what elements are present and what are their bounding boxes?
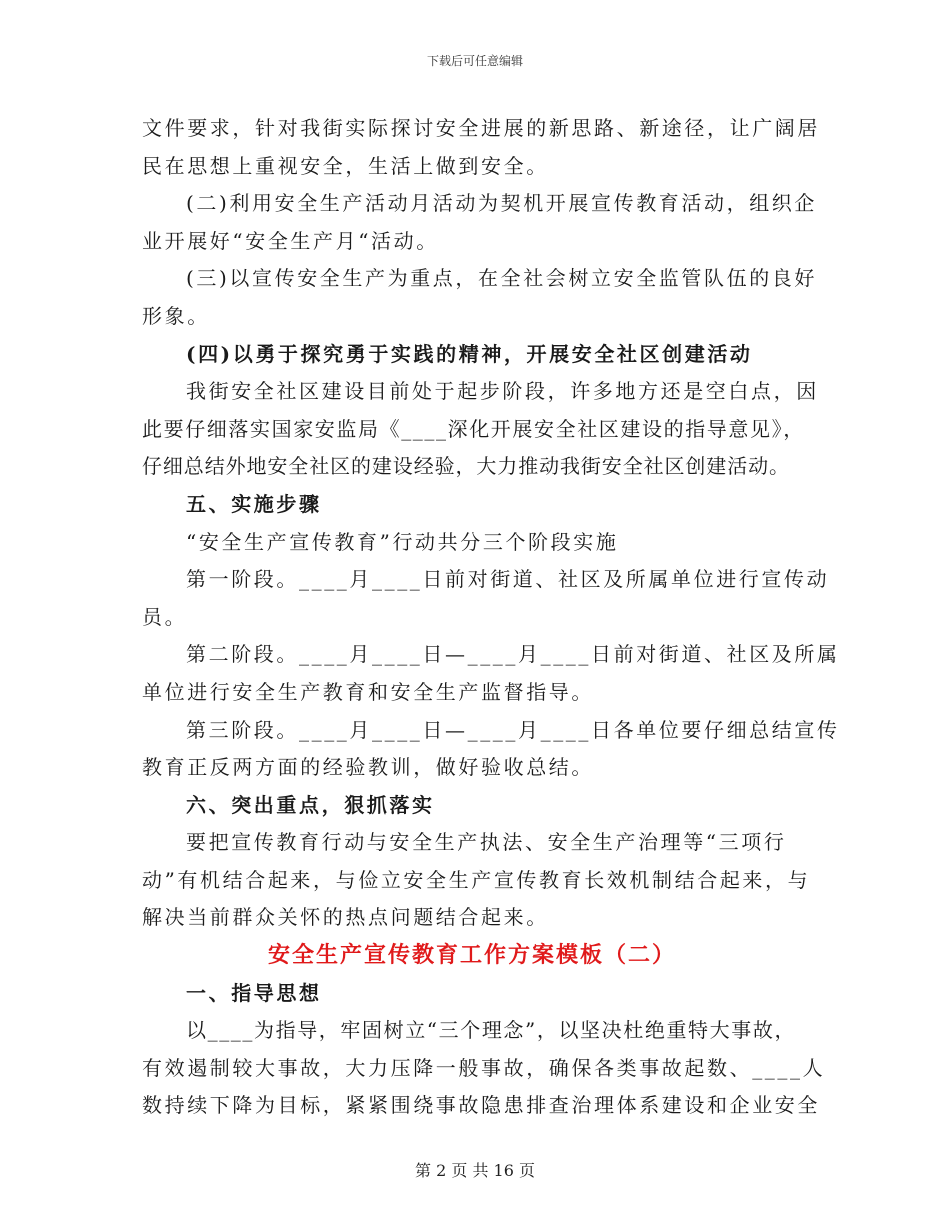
body-line: 仔细总结外地安全社区的建设经验，大力推动我街安全社区创建活动。 <box>142 454 790 479</box>
body-line: 第一阶段。____月____日前对街道、社区及所属单位进行宣传动 <box>186 567 830 592</box>
body-line: 形象。 <box>142 303 210 328</box>
body-line: 我街安全社区建设目前处于起步阶段，许多地方还是空白点，因 <box>186 379 819 404</box>
body-line: 第三阶段。____月____日—____月____日各单位要仔细总结宣传 <box>186 717 840 742</box>
page-header-note: 下载后可任意编辑 <box>426 54 523 68</box>
body-line: (三)以宣传安全生产为重点，在全社会树立安全监管队伍的良好 <box>186 266 818 291</box>
section-heading: 六、突出重点，狠抓落实 <box>186 792 435 817</box>
document-title: 安全生产宣传教育工作方案模板（二） <box>267 942 676 969</box>
body-line: 数持续下降为目标，紧紧围绕事故隐患排查治理体系建设和企业安全 <box>142 1093 820 1118</box>
body-line: 民在思想上重视安全，生活上做到安全。 <box>142 153 549 178</box>
body-line: 此要仔细落实国家安监局《____深化开展安全社区建设的指导意见》， <box>142 416 805 441</box>
body-line: 有效遏制较大事故，大力压降一般事故，确保各类事故起数、____人 <box>142 1055 826 1080</box>
body-line: 文件要求，针对我街实际探讨安全进展的新思路、新途径，让广阔居 <box>142 116 820 140</box>
body-line: 以____为指导，牢固树立“三个理念”，以坚决杜绝重特大事故， <box>186 1018 797 1043</box>
section-heading: (四)以勇于探究勇于实践的精神，开展安全社区创建活动 <box>186 341 753 366</box>
section-heading: 一、指导思想 <box>186 980 322 1005</box>
section-heading: 五、实施步骤 <box>186 491 322 516</box>
page-number: 第 2 页 共 16 页 <box>415 1161 535 1180</box>
document-body <box>142 110 840 1125</box>
body-line: “安全生产宣传教育”行动共分三个阶段实施 <box>186 529 619 554</box>
body-line: 解决当前群众关怀的热点问题结合起来。 <box>142 905 549 930</box>
body-line: 要把宣传教育行动与安全生产执法、安全生产治理等“三项行 <box>186 830 787 855</box>
body-line: (二)利用安全生产活动月活动为契机开展宣传教育活动，组织企 <box>186 191 818 216</box>
body-line: 单位进行安全生产教育和安全生产监督指导。 <box>142 679 594 704</box>
body-line: 动”有机结合起来，与俭立安全生产宣传教育长效机制结合起来，与 <box>142 867 811 892</box>
body-line: 业开展好“安全生产月“活动。 <box>142 228 439 253</box>
body-line: 第二阶段。____月____日—____月____日前对街道、社区及所属 <box>186 642 840 667</box>
body-line: 教育正反两方面的经验教训，做好验收总结。 <box>142 755 594 780</box>
body-line: 员。 <box>142 604 188 629</box>
